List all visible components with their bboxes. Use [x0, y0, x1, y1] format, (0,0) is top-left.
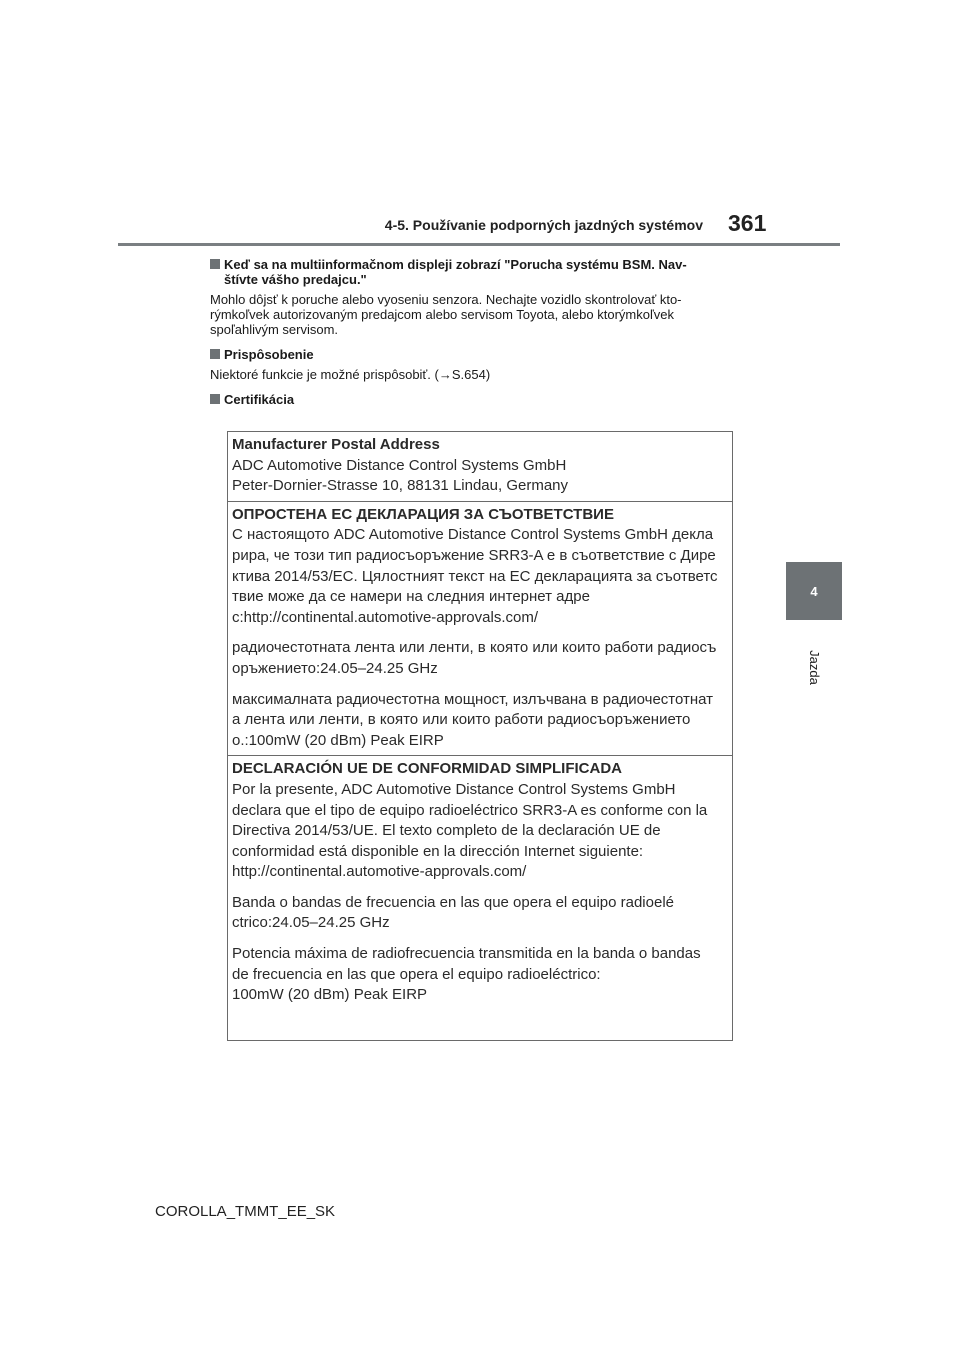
cert-bulgarian-p3: максималната радиочестотна мощност, излъчвана в радиочестотнат а лента или ленти, в която или които работи радиосъоръжението о.:100mW (20 dBm) Peak EIRP — [232, 690, 714, 749]
page-content — [210, 257, 746, 407]
page-number: 361 — [728, 210, 767, 236]
cert-bulgarian-title: ОПРОСТЕНА ЕС ДЕКЛАРАЦИЯ ЗА СЪОТВЕТСТВИЕ — [232, 505, 614, 523]
document-code: COROLLA_TMMT_EE_SK — [155, 1203, 336, 1220]
cert-spanish-p2: Banda o bandas de frecuencia en las que opera el equipo radioelé ctrico:24.05–24.25 GHz — [232, 893, 675, 932]
cert-spanish-p3: Potencia máxima de radiofrecuencia transmitida en la banda o bandas de frecuencia en las que opera el equipo radioeléctrico: 100mW (20 dBm) Peak EIRP — [232, 945, 701, 1004]
chapter-label-text: Jazda — [806, 649, 822, 685]
cert-address-lines: ADC Automotive Distance Control Systems GmbH Peter-Dornier-Strasse 10, 88131 Lindau, Germany — [232, 456, 569, 495]
chapter-tab[interactable] — [786, 562, 842, 620]
chapter-label — [786, 649, 842, 685]
square-bullet-icon — [210, 259, 220, 269]
header-divider — [118, 243, 840, 246]
heading-customization — [210, 347, 746, 362]
cert-spanish-title: DECLARACIÓN UE DE CONFORMIDAD SIMPLIFICADA — [232, 760, 622, 778]
certification-box — [227, 431, 733, 1041]
cert-bulgarian-p2: радиочестотната лента или ленти, в която или които работи радиосъ оръжението:24.05–24.25 GHz — [232, 639, 717, 677]
cert-bulgarian-p1: С настоящото ADC Automotive Distance Control Systems GmbH декла рира, че този тип радиосъоръжение SRR3-A е в съответствие с Дире ктива 2014/53/ЕС. Цялостният текст на ЕС декларацията за съответс твие може да се намери на следния интернет адре с:http://continental.automotive-approvals.com/ — [232, 526, 718, 626]
cert-spanish-p1: Por la presente, ADC Automotive Distance Control Systems GmbH declara que el tipo de equipo radioeléctrico SRR3-A es conforme con la Directiva 2014/53/UE. El texto completo de la declaración UE de conformidad está disponible en la dirección Internet siguiente: http://continental.automotive-approvals.com/ — [232, 780, 708, 881]
section-title: 4-5. Používanie podporných jazdných systémov — [384, 217, 703, 233]
square-bullet-icon — [210, 394, 220, 404]
heading-text: Keď sa na multiinformačnom displeji zobrazí "Porucha systému BSM. Nav- štívte vášho predajcu." — [224, 257, 687, 287]
cert-spanish-section — [228, 756, 732, 1010]
paragraph-customization: Niektoré funkcie je možné prispôsobiť. (→S.654) — [210, 367, 491, 382]
heading-certification — [210, 392, 746, 407]
heading-bsm-malfunction — [210, 257, 746, 287]
heading-text: Prispôsobenie — [224, 347, 314, 362]
square-bullet-icon — [210, 349, 220, 359]
cert-bulgarian-section — [228, 502, 732, 757]
cert-address-section — [228, 432, 732, 502]
heading-text: Certifikácia — [224, 392, 295, 407]
paragraph-bsm-malfunction: Mohlo dôjsť k poruche alebo vyoseniu senzora. Nechajte vozidlo skontrolovať kto- rýmkoľvek autorizovaným predajcom alebo servisom Toyota, alebo ktorýmkoľvek spoľahlivým servisom. — [210, 292, 682, 337]
chapter-number: 4 — [810, 583, 818, 599]
cert-address-title: Manufacturer Postal Address — [232, 436, 440, 453]
